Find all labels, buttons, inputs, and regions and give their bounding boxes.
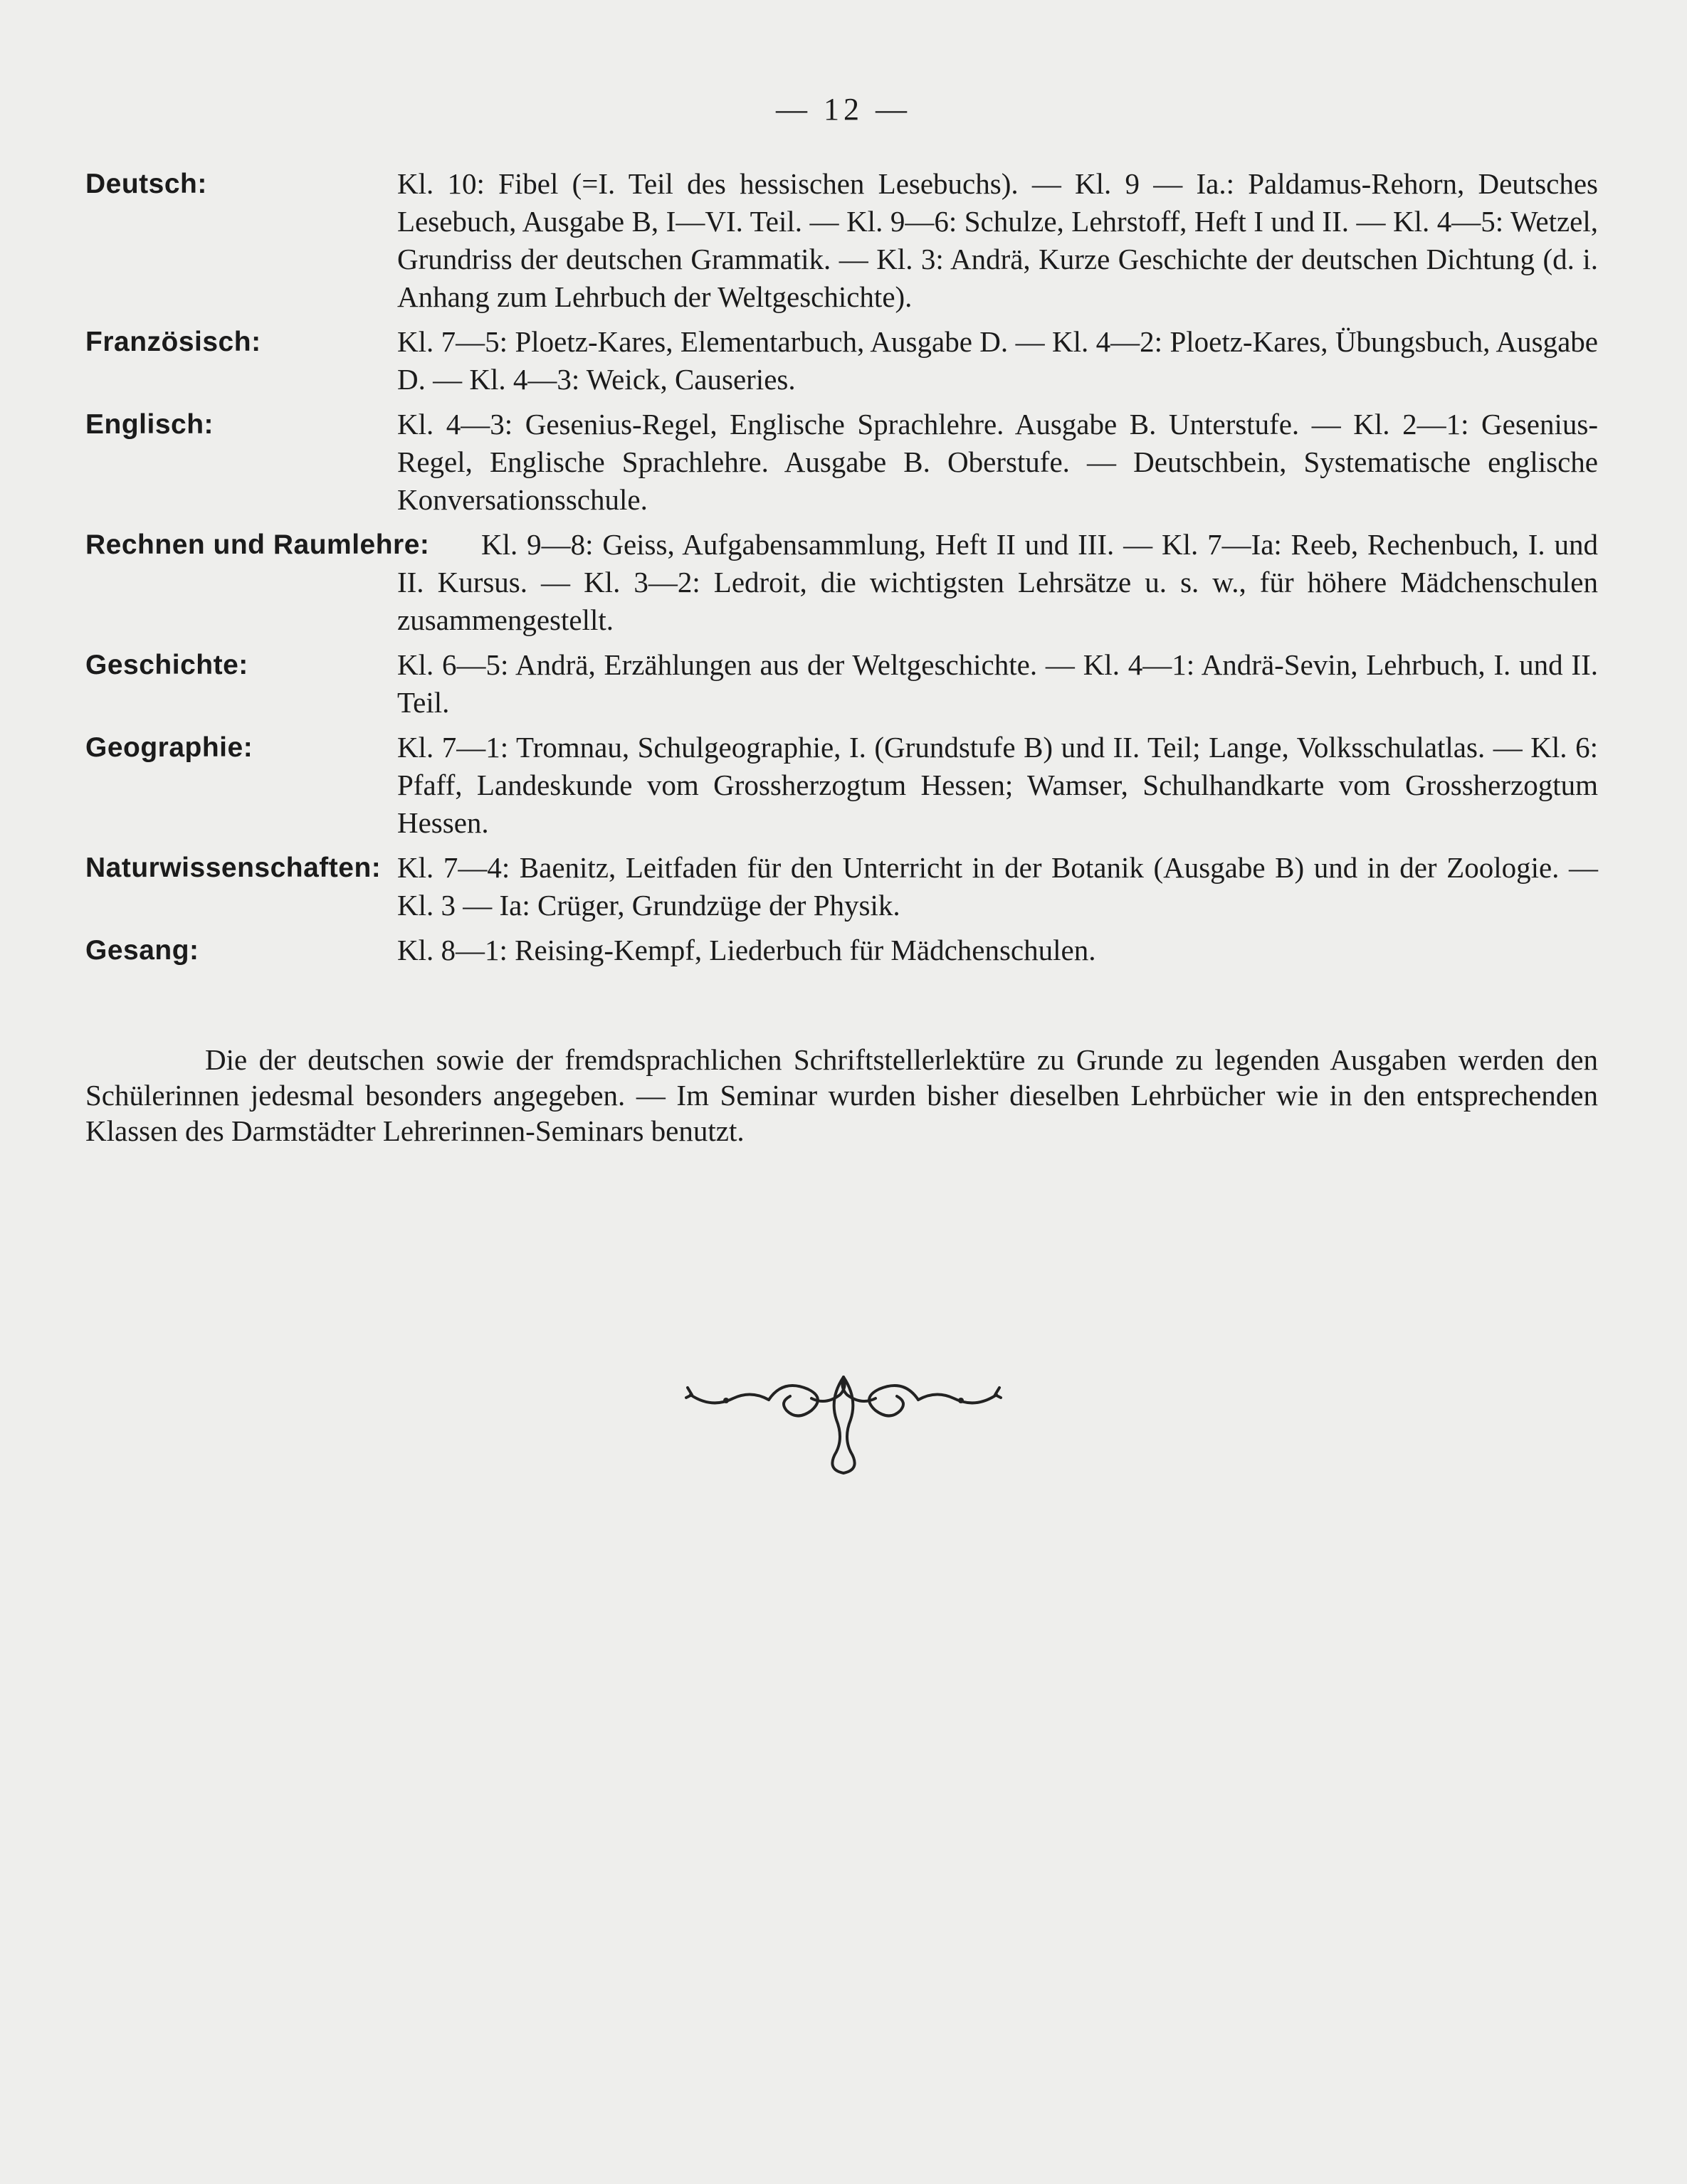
subject-text: Kl. 6—5: Andrä, Erzählungen aus der Weltgeschichte. — Kl. 4—1: Andrä-Sevin, Lehrbuch, I. und II. Teil. [397,648,1598,719]
subject-text: Kl. 8—1: Reising-Kempf, Liederbuch für Mädchenschulen. [397,934,1096,966]
subject-text: Kl. 7—5: Ploetz-Kares, Elementarbuch, Ausgabe D. — Kl. 4—2: Ploetz-Kares, Übungsbuch, Ausgabe D. — Kl. 4—3: Weick, Causeries. [397,325,1598,396]
subject-entry-geschichte [85,646,1598,722]
textbook-list [85,165,1598,976]
subject-label: Naturwissenschaften: [85,853,382,883]
closing-paragraph: Die der deutschen sowie der fremdsprachlichen Schriftstellerlektüre zu Grunde zu legenden Ausgaben werden den Schülerinnen jedesmal besonders angegeben. — Im Seminar wurden bisher dieselben Lehrbücher wie in den entsprechenden Klassen des Darmstädter Lehrerinnen-Seminars benutzt. [85,1043,1598,1147]
subject-text: Kl. 9—8: Geiss, Aufgabensammlung, Heft II und III. — Kl. 7—Ia: Reeb, Rechenbuch, I. und II. Kursus. — Kl. 3—2: Ledroit, die wichtigsten Lehrsätze u. s. w., für höhere Mädchenschulen zusammengestellt. [397,528,1598,636]
subject-entry-gesang [85,932,1598,969]
subject-text: Kl. 7—4: Baenitz, Leitfaden für den Unterricht in der Botanik (Ausgabe B) und in der Zoologie. — Kl. 3 — Ia: Crüger, Grundzüge der Physik. [397,851,1598,922]
subject-entry-geographie [85,729,1598,842]
subject-entry-deutsch [85,165,1598,316]
flourish-ornament-icon [683,1366,1004,1480]
subject-label: Englisch: [85,409,214,440]
subject-text: Kl. 10: Fibel (=I. Teil des hessischen Lesebuchs). — Kl. 9 — Ia.: Paldamus-Rehorn, Deutsches Lesebuch, Ausgabe B, I—VI. Teil. — Kl. 9—6: Schulze, Lehrstoff, Heft I und II. — Kl. 4—5: Wetzel, Grundriss der deutschen Grammatik. — Kl. 3: Andrä, Kurze Geschichte der deutschen Dichtung (d. i. Anhang zum Lehrbuch der Weltgeschichte). [397,167,1598,313]
subject-label: Deutsch: [85,169,207,199]
subject-label: Geographie: [85,732,253,763]
subject-label: Rechnen und Raumlehre: [85,529,430,560]
subject-entry-franzoesisch [85,323,1598,399]
page-number: — 12 — [776,92,911,127]
subject-text: Kl. 4—3: Gesenius-Regel, Englische Sprachlehre. Ausgabe B. Unterstufe. — Kl. 2—1: Gesenius-Regel, Englische Sprachlehre. Ausgabe B. Oberstufe. — Deutschbein, Systematische englische Konversationsschule. [397,408,1598,516]
subject-entry-naturwissenschaften [85,849,1598,924]
subject-text: Kl. 7—1: Tromnau, Schulgeographie, I. (Grundstufe B) und II. Teil; Lange, Volksschulatlas. — Kl. 6: Pfaff, Landeskunde vom Grossherzogtum Hessen; Wamser, Schulhandkarte vom Grossherzogtum Hessen. [397,731,1598,839]
subject-label: Geschichte: [85,650,248,680]
subject-label: Französisch: [85,327,261,357]
subject-entry-rechnen [85,526,1598,639]
subject-entry-englisch [85,406,1598,519]
subject-label: Gesang: [85,935,199,966]
